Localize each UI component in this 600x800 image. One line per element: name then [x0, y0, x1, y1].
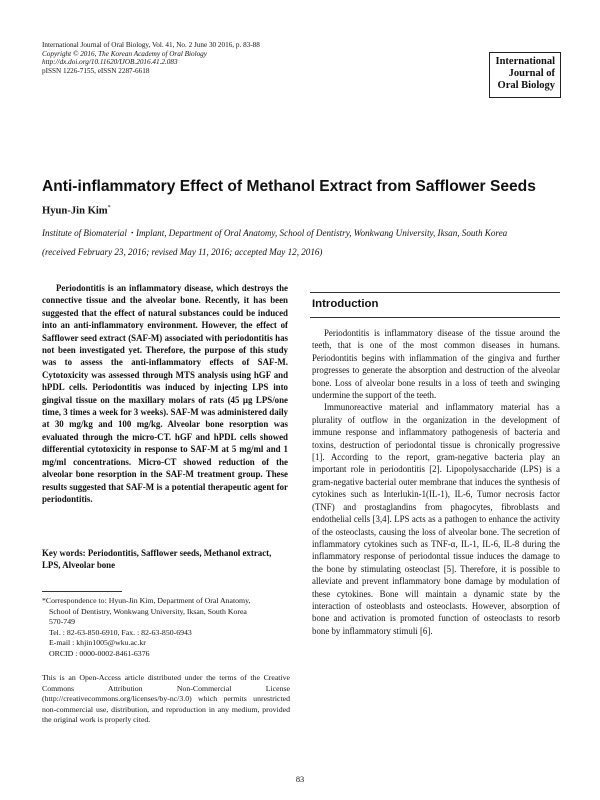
journal-logo [489, 52, 561, 98]
footnote-divider [42, 591, 122, 592]
license-notice: This is an Open-Access article distributed under the terms of the Creative Commons Attribution Non-Commercial License (http://creativecommons.org/licenses/by-nc/3.0) which permits unrestricted non-commercial use, distribution, and reproduction in any medium, provided the original work is properly cited. [42, 673, 290, 725]
introduction-paragraph-2: Immunoreactive material and inflammatory material has a plurality of outflow in the organization in the development of immune response and inflammatory pathogenesis of bacteria and toxins, destruction of periodontal tissue is chronically progressive [1]. According to the report, gram-negative bacteria play an important role in periodontitis [2]. Lipopolysaccharide (LPS) is a gram-negative bacterial outer membrane that induces the synthesis of cytokines such as Interlukin-1(IL-1), IL-6, Tumor necrosis factor (TNF) and prostaglandins from phagocytes, fibroblasts and endothelial cells [3,4]. LPS acts as a pathogen to enhance the activity of the osteoclasts, causing the loss of alveolar bone. The secretion of inflammatory cytokines such as TNF-α, IL-1, IL-6, IL-8 during the inflammatory response of periodontal tissue induces the damage to the bone by stimulating osteoclast [5]. Therefore, it is possible to alleviate and prevent inflammatory bone damage by modulation of these cytokines. Bone will maintain a dynamic state by the interaction of osteoblasts and osteoclasts. However, absorption of bone and activation is promoted function of osteoclasts to resorb bone by inflammatory stimuli [6]. [312, 402, 560, 636]
logo-line-1: International [495, 56, 555, 67]
doi-link[interactable]: http://dx.doi.org/10.11620/IJOB.2016.41.2.083 [42, 58, 178, 67]
abstract: Periodontitis is an inflammatory disease, which destroys the connective tissue and the alveolar bone. Recently, it has been suggested that the effect of natural substances could be induced into an anti-inflammatory environment. However, the effect of Safflower seed extract (SAF-M) associated with periodontitis has not been investigated yet. Therefore, the purpose of this study was to assess the anti-inflammatory effects of SAF-M. Cytotoxicity was assessed through MTS analysis using hGF and hPDL cells. Periodontitis was induced by injecting LPS into gingival tissue on the maxillary molars of rats (45 μg LPS/one time, 3 times a week for 3 weeks). SAF-M was administered daily at 30 mg/kg and 100 mg/kg. Alveolar bone resorption was evaluated through the micro-CT. hGF and hPDL cells showed differential cytotoxicity in response to SAF-M at 5 mg/ml and 1 mg/ml concentrations. Micro-CT showed reduction of the alveolar bone resorption in the SAF-M treatment group. These results suggested that SAF-M is a potential therapeutic agent for periodontitis. [42, 283, 288, 504]
correspondence-email[interactable]: E-mail : khjin1005@wku.ac.kr [49, 638, 146, 648]
correspondence-line-2: School of Dentistry, Wonkwang University, Iksan, South Korea [49, 606, 247, 616]
keywords: Key words: Periodontitis, Safflower seeds, Methanol extract, LPS, Alveolar bone [42, 548, 272, 571]
correspondence-line-3: 570-749 [49, 617, 75, 627]
journal-header [42, 41, 260, 75]
correspondence-phone: Tel. : 82-63-850-6910, Fax. : 82-63-850-6943 [49, 627, 192, 637]
journal-citation: International Journal of Oral Biology, Vol. 41, No. 2 June 30 2016, p. 83-88 [42, 41, 260, 49]
correspondence-orcid: ORCID : 0000-0002-8461-6376 [49, 648, 150, 658]
introduction-heading-box [310, 292, 560, 318]
affiliation: Institute of Biomaterial・Implant, Department of Oral Anatomy, School of Dentistry, Wonkwang University, Iksan, South Korea [42, 228, 508, 238]
author-line [42, 205, 111, 217]
introduction-paragraph-1: Periodontitis is inflammatory disease of the tissue around the teeth, that is one of the most common diseases in humans. Periodontitis begins with inflammation of the gingiva and further progresses to generate the absorption and destruction of the alveolar bone. Loss of alveolar bone results in a loss of teeth and swinging undermine the support of the teeth. [312, 328, 560, 401]
article-title: Anti-inflammatory Effect of Methanol Extract from Safflower Seeds [42, 178, 536, 195]
introduction-body [312, 327, 560, 637]
correspondence-footnote [42, 596, 290, 660]
issn-line: pISSN 1226-7155, eISSN 2287-6618 [42, 66, 150, 75]
correspondence-line-1: *Correspondence to: Hyun-Jin Kim, Department of Oral Anatomy, [42, 596, 251, 605]
received-dates: (received February 23, 2016; revised May 11, 2016; accepted May 12, 2016) [42, 247, 323, 257]
introduction-heading: Introduction [312, 298, 379, 310]
corresponding-mark: * [107, 205, 111, 211]
page-number: 83 [295, 775, 305, 784]
copyright-line: Copyright © 2016, The Korean Academy of Oral Biology [42, 49, 207, 58]
logo-line-2: Journal of [508, 68, 555, 79]
logo-line-3: Oral Biology [497, 80, 555, 91]
author-name: Hyun-Jin Kim [42, 205, 108, 217]
